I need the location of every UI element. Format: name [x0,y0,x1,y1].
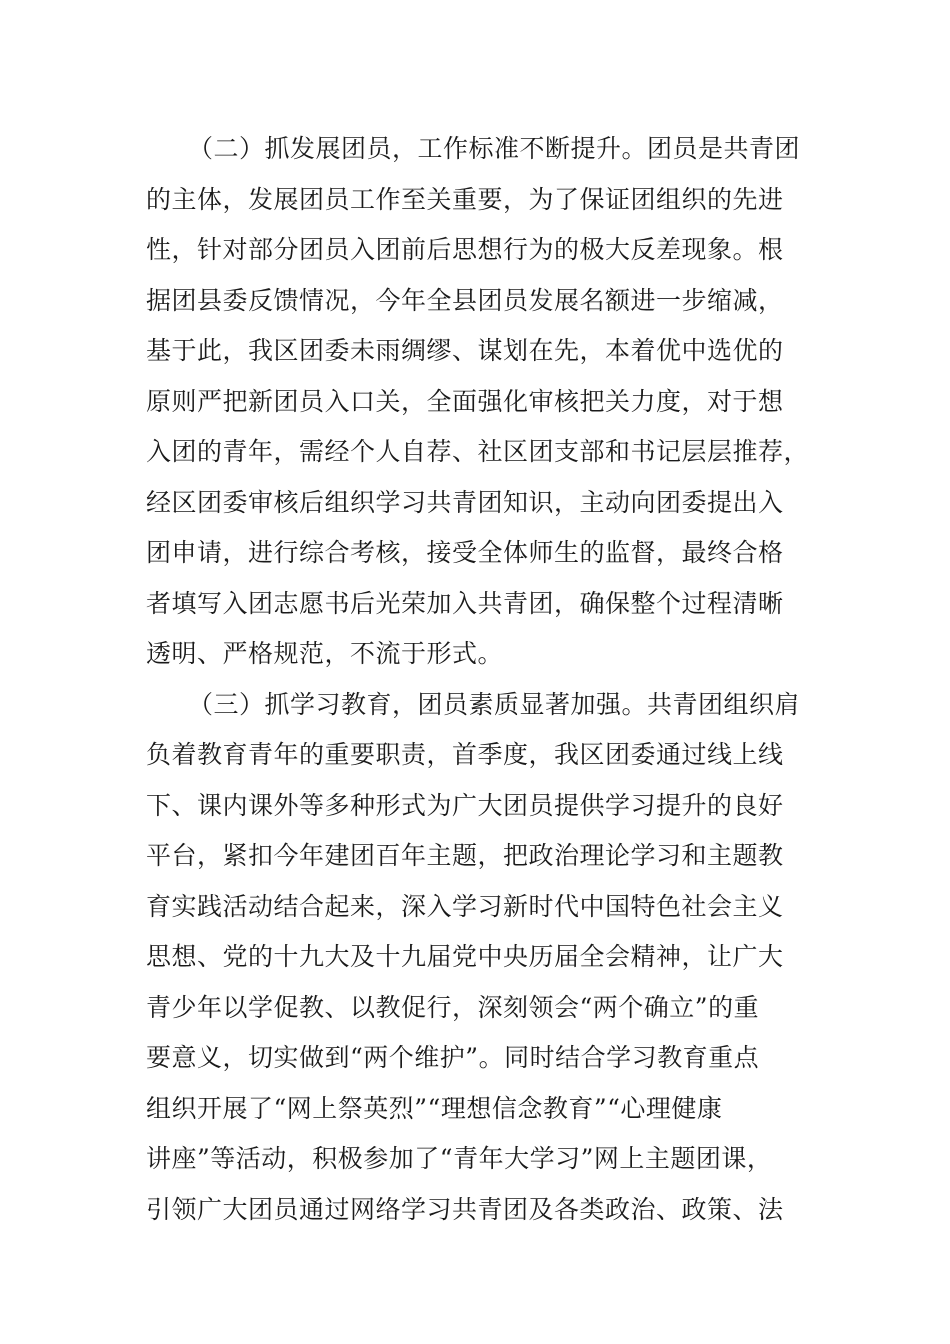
text-line: 下、课内课外等多种形式为广大团员提供学习提升的良好 [146,790,784,820]
text-line: 原则严把新团员入口关，全面强化审核把关力度，对于想 [146,386,784,416]
text-line: 基于此，我区团委未雨绸缪、谋划在先，本着优中选优的 [146,336,784,365]
text-line: 透明、严格规范，不流于形式。 [146,639,504,668]
text-line: 者填写入团志愿书后光荣加入共青团，确保整个过程清晰 [146,588,784,618]
text-line: 组织开展了“网上祭英烈”“理想信念教育”“心理健康 [146,1093,723,1123]
text-line: 据团县委反馈情况，今年全县团员发展名额进一步缩减， [146,285,784,315]
text-line: 平台，紧扣今年建团百年主题，把政治理论学习和主题教 [146,841,784,870]
document-body [146,124,810,1235]
text-line: 讲座”等活动，积极参加了“青年大学习”网上主题团课， [146,1144,773,1173]
paragraph-3-heading-line: （三）抓学习教育，团员素质显著加强。共青团组织肩 [188,689,801,719]
text-line: 育实践活动结合起来，深入学习新时代中国特色社会主义 [146,891,784,921]
text-line: 入团的青年，需经个人自荐、社区团支部和书记层层推荐， [146,437,810,466]
text-line: 经区团委审核后组织学习共青团知识，主动向团委提出入 [146,487,784,517]
text-line: 团申请，进行综合考核，接受全体师生的监督，最终合格 [146,538,784,567]
text-line: 性，针对部分团员入团前后思想行为的极大反差现象。根 [146,235,784,264]
text-line: 要意义，切实做到“两个维护”。同时结合学习教育重点 [146,1043,760,1072]
text-line: 思想、党的十九大及十九届党中央历届全会精神，让广大 [146,942,784,971]
text-line: 引领广大团员通过网络学习共青团及各类政治、政策、法 [146,1194,784,1224]
text-line: 的主体，发展团员工作至关重要，为了保证团组织的先进 [146,184,784,214]
paragraph-2-heading-line: （二）抓发展团员，工作标准不断提升。团员是共青团 [188,134,801,163]
text-line: 负着教育青年的重要职责，首季度，我区团委通过线上线 [146,740,784,769]
text-line: 青少年以学促教、以教促行，深刻领会“两个确立”的重 [146,992,760,1022]
